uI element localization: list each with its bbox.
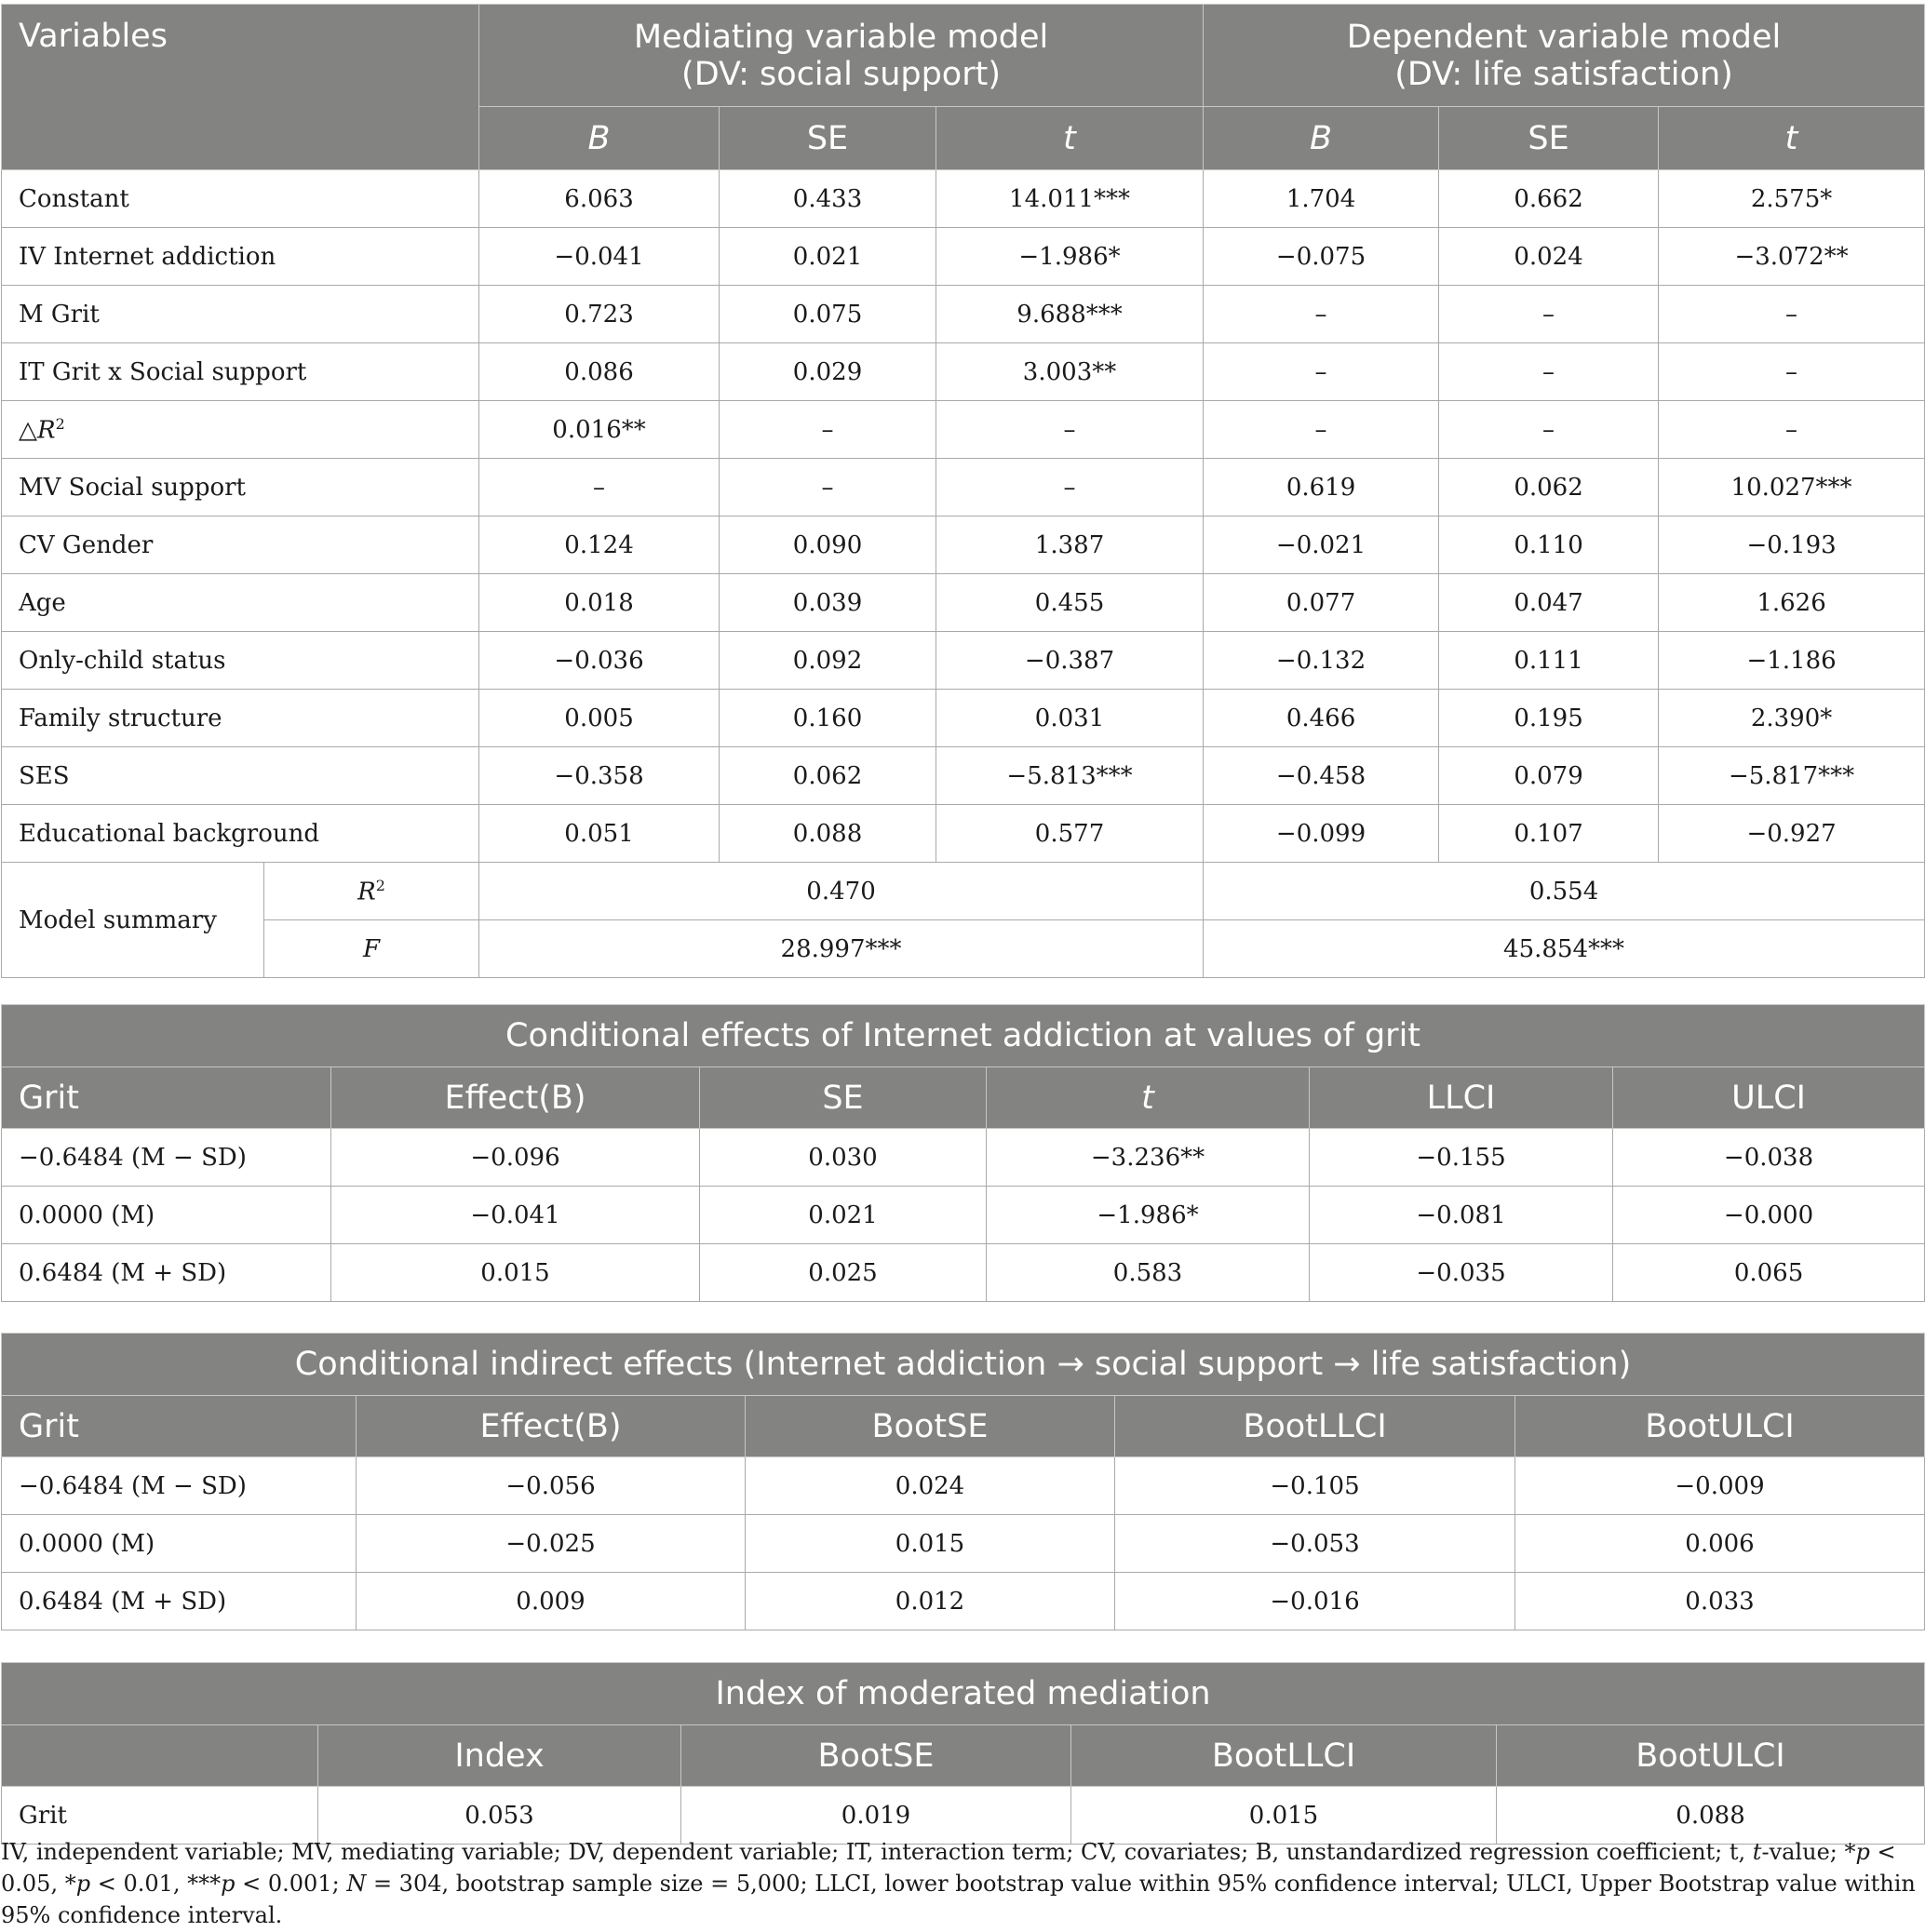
regression-table <box>1 4 1925 978</box>
row-label: Educational background <box>2 805 479 863</box>
column-header: SE <box>700 1067 987 1129</box>
value-cell: 0.030 <box>700 1129 987 1187</box>
value-cell: −5.813*** <box>936 747 1204 805</box>
model-summary-label: Model summary <box>2 863 264 978</box>
value-cell: 10.027*** <box>1659 459 1925 517</box>
value-cell: −0.193 <box>1659 517 1925 574</box>
sub-header-se: SE <box>720 107 936 170</box>
value-cell: −0.358 <box>479 747 720 805</box>
value-cell: −3.236** <box>987 1129 1310 1187</box>
row-label: MV Social support <box>2 459 479 517</box>
value-cell: 0.075 <box>720 286 936 343</box>
value-cell: −0.458 <box>1204 747 1439 805</box>
header-row <box>2 1067 1925 1129</box>
variables-header: Variables <box>2 5 479 170</box>
value-cell: 0.662 <box>1439 170 1659 228</box>
table-row <box>2 228 1925 286</box>
value-cell: 0.015 <box>331 1244 700 1302</box>
f-label: F <box>264 920 479 978</box>
row-label: Family structure <box>2 690 479 747</box>
r2-label: $R^2$ <box>264 863 479 920</box>
value-cell: 0.160 <box>720 690 936 747</box>
value-cell: 0.455 <box>936 574 1204 632</box>
table-row <box>2 1187 1925 1244</box>
sub-header-t: t <box>1659 107 1925 170</box>
value-cell: 2.390* <box>1659 690 1925 747</box>
value-cell: 0.107 <box>1439 805 1659 863</box>
column-header: BootSE <box>681 1725 1071 1787</box>
value-cell: 0.033 <box>1515 1573 1925 1630</box>
value-cell: −1.186 <box>1659 632 1925 690</box>
value-cell: 0.079 <box>1439 747 1659 805</box>
value-cell: 0.025 <box>700 1244 987 1302</box>
value-cell: – <box>936 459 1204 517</box>
value-cell: −0.009 <box>1515 1457 1925 1515</box>
r2-dependent: 0.554 <box>1204 863 1925 920</box>
table-row <box>2 1457 1925 1515</box>
value-cell: −0.056 <box>357 1457 746 1515</box>
column-header: BootULCI <box>1515 1396 1925 1457</box>
value-cell: 0.039 <box>720 574 936 632</box>
row-label: IT Grit x Social support <box>2 343 479 401</box>
value-cell: −5.817*** <box>1659 747 1925 805</box>
value-cell: – <box>1659 401 1925 459</box>
row-label: 0.6484 (M + SD) <box>2 1573 357 1630</box>
column-header: Effect(B) <box>357 1396 746 1457</box>
value-cell: 0.583 <box>987 1244 1310 1302</box>
value-cell: – <box>1659 286 1925 343</box>
sub-header-b: B <box>1204 107 1439 170</box>
value-cell: −0.105 <box>1115 1457 1515 1515</box>
column-header: BootULCI <box>1497 1725 1925 1787</box>
value-cell: −0.038 <box>1613 1129 1925 1187</box>
row-label: Constant <box>2 170 479 228</box>
value-cell: 0.619 <box>1204 459 1439 517</box>
value-cell: −0.155 <box>1310 1129 1613 1187</box>
row-label: CV Gender <box>2 517 479 574</box>
value-cell: 0.088 <box>1497 1787 1925 1845</box>
value-cell: −0.021 <box>1204 517 1439 574</box>
table-row <box>2 343 1925 401</box>
value-cell: −0.099 <box>1204 805 1439 863</box>
table-title: Index of moderated mediation <box>2 1663 1925 1725</box>
value-cell: 0.086 <box>479 343 720 401</box>
value-cell: 0.111 <box>1439 632 1659 690</box>
f-dependent: 45.854*** <box>1204 920 1925 978</box>
table-footnote: IV, independent variable; MV, mediating variable; DV, dependent variable; IT, interaction term; CV, covariates; B, unstandardized regression coefficient; t, t-value; *p < 0.05, *p < 0.01, ***p < 0.001; N = 304, bootstrap sample size = 5,000; LLCI, lower bootstrap value within 95% confidence interval; ULCI, Upper Bootstrap value within 95% confidence interval. <box>1 1839 1916 1928</box>
table-row <box>2 632 1925 690</box>
column-header: ULCI <box>1613 1067 1925 1129</box>
table-row <box>2 170 1925 228</box>
moderated-mediation-table <box>1 1662 1925 1845</box>
table-row <box>2 1515 1925 1573</box>
f-mediating: 28.997*** <box>479 920 1204 978</box>
value-cell: – <box>936 401 1204 459</box>
column-header: BootLLCI <box>1071 1725 1497 1787</box>
table-row <box>2 401 1925 459</box>
value-cell: −1.986* <box>987 1187 1310 1244</box>
summary-r2-row <box>2 863 1925 920</box>
value-cell: −0.041 <box>479 228 720 286</box>
table-row <box>2 1129 1925 1187</box>
summary-f-row <box>2 920 1925 978</box>
sub-header-b: B <box>479 107 720 170</box>
column-header <box>2 1725 318 1787</box>
value-cell: 0.062 <box>720 747 936 805</box>
column-header: Index <box>318 1725 681 1787</box>
value-cell: 0.433 <box>720 170 936 228</box>
value-cell: – <box>479 459 720 517</box>
value-cell: 0.019 <box>681 1787 1071 1845</box>
value-cell: 0.065 <box>1613 1244 1925 1302</box>
value-cell: −3.072** <box>1659 228 1925 286</box>
value-cell: 0.021 <box>720 228 936 286</box>
value-cell: 0.195 <box>1439 690 1659 747</box>
value-cell: 0.092 <box>720 632 936 690</box>
column-header: BootLLCI <box>1115 1396 1515 1457</box>
value-cell: 0.110 <box>1439 517 1659 574</box>
table-row <box>2 1244 1925 1302</box>
value-cell: 0.031 <box>936 690 1204 747</box>
row-label: 0.0000 (M) <box>2 1515 357 1573</box>
table-row <box>2 805 1925 863</box>
value-cell: −0.081 <box>1310 1187 1613 1244</box>
value-cell: 0.053 <box>318 1787 681 1845</box>
value-cell: −0.036 <box>479 632 720 690</box>
value-cell: −0.041 <box>331 1187 700 1244</box>
value-cell: 0.088 <box>720 805 936 863</box>
row-label: Age <box>2 574 479 632</box>
value-cell: −0.053 <box>1115 1515 1515 1573</box>
value-cell: 0.090 <box>720 517 936 574</box>
value-cell: 0.009 <box>357 1573 746 1630</box>
value-cell: 0.005 <box>479 690 720 747</box>
value-cell: 0.006 <box>1515 1515 1925 1573</box>
header-row <box>2 1396 1925 1457</box>
column-header: LLCI <box>1310 1067 1613 1129</box>
value-cell: 0.577 <box>936 805 1204 863</box>
row-label: 0.6484 (M + SD) <box>2 1244 331 1302</box>
column-header: t <box>987 1067 1310 1129</box>
dependent-model-header: Dependent variable model (DV: life satisfaction) <box>1204 5 1925 107</box>
value-cell: 0.062 <box>1439 459 1659 517</box>
value-cell: 2.575* <box>1659 170 1925 228</box>
value-cell: 0.016** <box>479 401 720 459</box>
value-cell: 1.387 <box>936 517 1204 574</box>
value-cell: – <box>1659 343 1925 401</box>
value-cell: 0.024 <box>1439 228 1659 286</box>
value-cell: 0.077 <box>1204 574 1439 632</box>
row-label: Grit <box>2 1787 318 1845</box>
conditional-effects-table <box>1 1004 1925 1302</box>
value-cell: – <box>720 401 936 459</box>
sub-header-t: t <box>936 107 1204 170</box>
value-cell: −0.035 <box>1310 1244 1613 1302</box>
value-cell: 0.018 <box>479 574 720 632</box>
row-label: −0.6484 (M − SD) <box>2 1129 331 1187</box>
row-label: IV Internet addiction <box>2 228 479 286</box>
mediating-model-header: Mediating variable model (DV: social support) <box>479 5 1204 107</box>
value-cell: – <box>1204 343 1439 401</box>
value-cell: 0.466 <box>1204 690 1439 747</box>
value-cell: 1.704 <box>1204 170 1439 228</box>
value-cell: −0.387 <box>936 632 1204 690</box>
value-cell: – <box>1439 401 1659 459</box>
value-cell: – <box>1204 286 1439 343</box>
value-cell: 0.015 <box>1071 1787 1497 1845</box>
value-cell: 0.723 <box>479 286 720 343</box>
table-row <box>2 574 1925 632</box>
value-cell: 9.688*** <box>936 286 1204 343</box>
r2-mediating: 0.470 <box>479 863 1204 920</box>
row-label: SES <box>2 747 479 805</box>
value-cell: – <box>1439 286 1659 343</box>
value-cell: −0.132 <box>1204 632 1439 690</box>
header-row <box>2 1725 1925 1787</box>
value-cell: 3.003** <box>936 343 1204 401</box>
value-cell: −0.025 <box>357 1515 746 1573</box>
table-title: Conditional effects of Internet addiction at values of grit <box>2 1005 1925 1067</box>
value-cell: 0.029 <box>720 343 936 401</box>
value-cell: −0.000 <box>1613 1187 1925 1244</box>
value-cell: −0.075 <box>1204 228 1439 286</box>
value-cell: 0.024 <box>746 1457 1115 1515</box>
column-header: BootSE <box>746 1396 1115 1457</box>
column-header: Effect(B) <box>331 1067 700 1129</box>
column-header: Grit <box>2 1396 357 1457</box>
value-cell: −0.096 <box>331 1129 700 1187</box>
row-label: −0.6484 (M − SD) <box>2 1457 357 1515</box>
value-cell: 6.063 <box>479 170 720 228</box>
value-cell: – <box>1439 343 1659 401</box>
sub-header-se: SE <box>1439 107 1659 170</box>
table-row <box>2 459 1925 517</box>
row-label: M Grit <box>2 286 479 343</box>
value-cell: 14.011*** <box>936 170 1204 228</box>
table-row <box>2 747 1925 805</box>
table-row <box>2 690 1925 747</box>
value-cell: 1.626 <box>1659 574 1925 632</box>
value-cell: – <box>1204 401 1439 459</box>
table-row <box>2 517 1925 574</box>
value-cell: 0.047 <box>1439 574 1659 632</box>
value-cell: −0.016 <box>1115 1573 1515 1630</box>
table-title: Conditional indirect effects (Internet addiction → social support → life satisfaction) <box>2 1334 1925 1396</box>
value-cell: 0.015 <box>746 1515 1115 1573</box>
value-cell: – <box>720 459 936 517</box>
row-label: $\triangle R^2$ <box>2 401 479 459</box>
value-cell: 0.012 <box>746 1573 1115 1630</box>
table-row <box>2 1573 1925 1630</box>
value-cell: −1.986* <box>936 228 1204 286</box>
row-label: 0.0000 (M) <box>2 1187 331 1244</box>
conditional-indirect-effects-table <box>1 1333 1925 1630</box>
value-cell: 0.021 <box>700 1187 987 1244</box>
table-row <box>2 286 1925 343</box>
value-cell: −0.927 <box>1659 805 1925 863</box>
value-cell: 0.124 <box>479 517 720 574</box>
row-label: Only-child status <box>2 632 479 690</box>
value-cell: 0.051 <box>479 805 720 863</box>
column-header: Grit <box>2 1067 331 1129</box>
